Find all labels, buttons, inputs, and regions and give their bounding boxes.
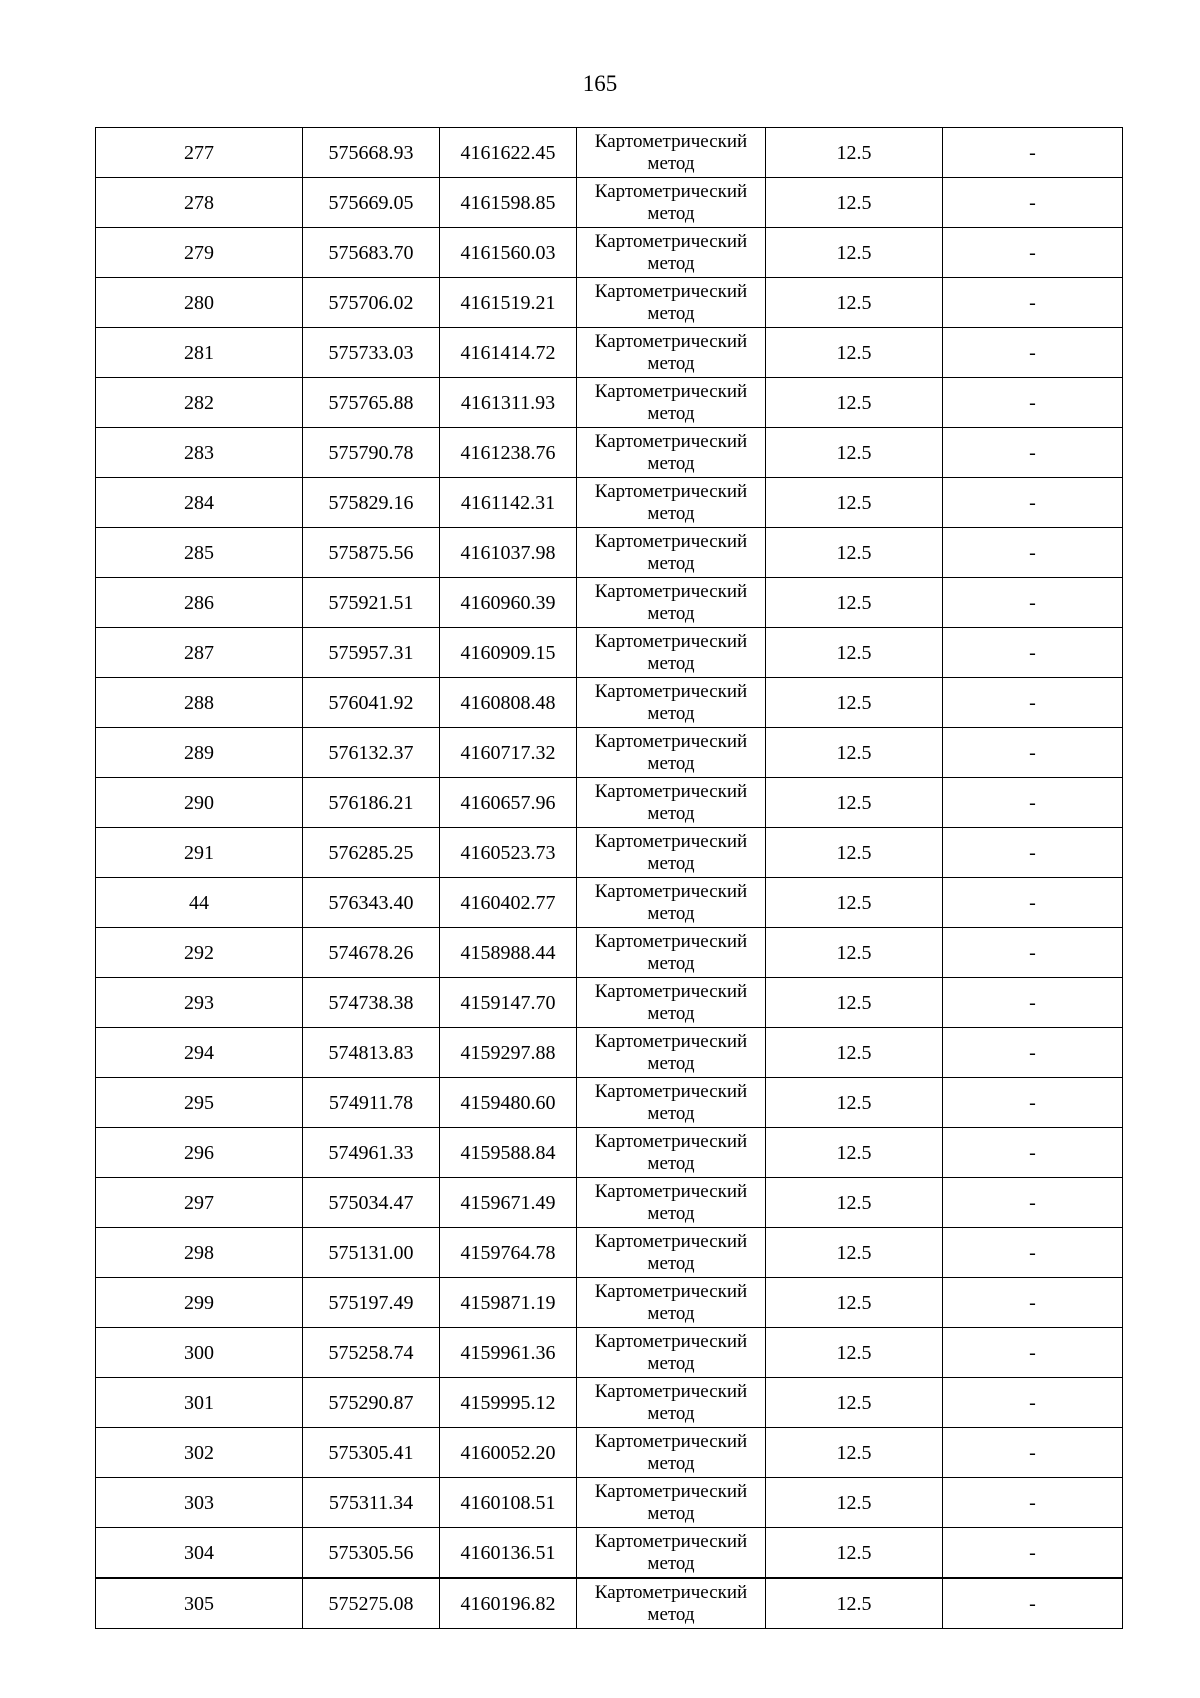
y-coordinate-cell: 4160402.77 [440, 878, 577, 928]
method-label-line1: Картометрический [594, 1130, 748, 1152]
x-coordinate-cell: 575706.02 [303, 278, 440, 328]
accuracy-cell: 12.5 [766, 478, 943, 528]
accuracy-cell: 12.5 [766, 178, 943, 228]
method-cell [577, 528, 766, 578]
y-coordinate-cell: 4161311.93 [440, 378, 577, 428]
accuracy-cell: 12.5 [766, 428, 943, 478]
method-cell [577, 1078, 766, 1128]
table-row [96, 1178, 1123, 1228]
x-coordinate-cell: 575258.74 [303, 1328, 440, 1378]
y-coordinate-cell: 4161414.72 [440, 328, 577, 378]
y-coordinate-cell: 4161142.31 [440, 478, 577, 528]
point-number-cell: 300 [96, 1328, 303, 1378]
x-coordinate-cell: 576343.40 [303, 878, 440, 928]
accuracy-cell: 12.5 [766, 728, 943, 778]
x-coordinate-cell: 576285.25 [303, 828, 440, 878]
method-label-line1: Картометрический [594, 680, 748, 702]
method-label-line2: метод [647, 352, 695, 374]
y-coordinate-cell: 4160523.73 [440, 828, 577, 878]
method-label-line1: Картометрический [594, 980, 748, 1002]
x-coordinate-cell: 575733.03 [303, 328, 440, 378]
method-label-line1: Картометрический [594, 1430, 748, 1452]
accuracy-cell: 12.5 [766, 378, 943, 428]
table-row [96, 1578, 1123, 1629]
method-label-line1: Картометрический [594, 630, 748, 652]
table-row [96, 978, 1123, 1028]
note-cell: - [943, 1178, 1123, 1228]
point-number-cell: 304 [96, 1528, 303, 1579]
y-coordinate-cell: 4160960.39 [440, 578, 577, 628]
accuracy-cell: 12.5 [766, 628, 943, 678]
point-number-cell: 283 [96, 428, 303, 478]
x-coordinate-cell: 575290.87 [303, 1378, 440, 1428]
accuracy-cell: 12.5 [766, 1278, 943, 1328]
method-cell [577, 1378, 766, 1428]
note-cell: - [943, 378, 1123, 428]
method-label-line1: Картометрический [594, 1180, 748, 1202]
table-row [96, 928, 1123, 978]
method-cell [577, 728, 766, 778]
method-label-line2: метод [647, 752, 695, 774]
method-label-line1: Картометрический [594, 1230, 748, 1252]
accuracy-cell: 12.5 [766, 1028, 943, 1078]
point-number-cell: 293 [96, 978, 303, 1028]
y-coordinate-cell: 4159297.88 [440, 1028, 577, 1078]
table-row [96, 828, 1123, 878]
table-row [96, 1428, 1123, 1478]
accuracy-cell: 12.5 [766, 328, 943, 378]
accuracy-cell: 12.5 [766, 1578, 943, 1629]
point-number-cell: 288 [96, 678, 303, 728]
x-coordinate-cell: 574678.26 [303, 928, 440, 978]
method-cell [577, 928, 766, 978]
method-label-line1: Картометрический [594, 130, 748, 152]
note-cell: - [943, 928, 1123, 978]
x-coordinate-cell: 575790.78 [303, 428, 440, 478]
accuracy-cell: 12.5 [766, 528, 943, 578]
method-label-line1: Картометрический [594, 880, 748, 902]
accuracy-cell: 12.5 [766, 1478, 943, 1528]
y-coordinate-cell: 4160108.51 [440, 1478, 577, 1528]
method-label-line2: метод [647, 1402, 695, 1424]
coordinates-table [95, 127, 1123, 1629]
accuracy-cell: 12.5 [766, 1328, 943, 1378]
method-cell [577, 1428, 766, 1478]
point-number-cell: 281 [96, 328, 303, 378]
note-cell: - [943, 1228, 1123, 1278]
x-coordinate-cell: 574813.83 [303, 1028, 440, 1078]
method-label-line2: метод [647, 202, 695, 224]
note-cell: - [943, 1478, 1123, 1528]
page-number: 165 [582, 71, 618, 96]
table-row [96, 428, 1123, 478]
method-label-line2: метод [647, 1152, 695, 1174]
note-cell: - [943, 278, 1123, 328]
accuracy-cell: 12.5 [766, 978, 943, 1028]
method-label-line1: Картометрический [594, 430, 748, 452]
y-coordinate-cell: 4160196.82 [440, 1578, 577, 1629]
method-label-line1: Картометрический [594, 1530, 748, 1552]
method-cell [577, 1178, 766, 1228]
table-row [96, 778, 1123, 828]
note-cell: - [943, 1028, 1123, 1078]
method-cell [577, 128, 766, 178]
method-label-line1: Картометрический [594, 1030, 748, 1052]
method-label-line1: Картометрический [594, 230, 748, 252]
point-number-cell: 284 [96, 478, 303, 528]
y-coordinate-cell: 4161622.45 [440, 128, 577, 178]
method-label-line1: Картометрический [594, 1080, 748, 1102]
point-number-cell: 303 [96, 1478, 303, 1528]
y-coordinate-cell: 4159871.19 [440, 1278, 577, 1328]
table-row [96, 1478, 1123, 1528]
note-cell: - [943, 778, 1123, 828]
accuracy-cell: 12.5 [766, 1528, 943, 1579]
method-cell [577, 478, 766, 528]
method-label-line1: Картометрический [594, 1330, 748, 1352]
method-label-line2: метод [647, 402, 695, 424]
accuracy-cell: 12.5 [766, 1428, 943, 1478]
x-coordinate-cell: 574911.78 [303, 1078, 440, 1128]
accuracy-cell: 12.5 [766, 678, 943, 728]
accuracy-cell: 12.5 [766, 828, 943, 878]
x-coordinate-cell: 574961.33 [303, 1128, 440, 1178]
method-cell [577, 1278, 766, 1328]
method-label-line2: метод [647, 452, 695, 474]
point-number-cell: 302 [96, 1428, 303, 1478]
table-row [96, 728, 1123, 778]
method-cell [577, 678, 766, 728]
point-number-cell: 301 [96, 1378, 303, 1428]
note-cell: - [943, 978, 1123, 1028]
table-row [96, 228, 1123, 278]
note-cell: - [943, 128, 1123, 178]
method-label-line2: метод [647, 502, 695, 524]
table-row [96, 1028, 1123, 1078]
point-number-cell: 44 [96, 878, 303, 928]
method-cell [577, 1478, 766, 1528]
point-number-cell: 289 [96, 728, 303, 778]
y-coordinate-cell: 4161238.76 [440, 428, 577, 478]
method-label-line1: Картометрический [594, 1581, 748, 1603]
method-label-line2: метод [647, 702, 695, 724]
table-row [96, 1228, 1123, 1278]
method-label-line1: Картометрический [594, 930, 748, 952]
point-number-cell: 295 [96, 1078, 303, 1128]
y-coordinate-cell: 4159764.78 [440, 1228, 577, 1278]
note-cell: - [943, 1428, 1123, 1478]
y-coordinate-cell: 4161519.21 [440, 278, 577, 328]
method-cell [577, 978, 766, 1028]
x-coordinate-cell: 575305.41 [303, 1428, 440, 1478]
note-cell: - [943, 1328, 1123, 1378]
table-row [96, 178, 1123, 228]
y-coordinate-cell: 4160136.51 [440, 1528, 577, 1579]
method-label-line1: Картометрический [594, 1380, 748, 1402]
note-cell: - [943, 828, 1123, 878]
method-cell [577, 628, 766, 678]
point-number-cell: 296 [96, 1128, 303, 1178]
point-number-cell: 277 [96, 128, 303, 178]
method-cell [577, 878, 766, 928]
note-cell: - [943, 328, 1123, 378]
y-coordinate-cell: 4159588.84 [440, 1128, 577, 1178]
note-cell: - [943, 478, 1123, 528]
accuracy-cell: 12.5 [766, 878, 943, 928]
method-cell [577, 1128, 766, 1178]
point-number-cell: 290 [96, 778, 303, 828]
method-cell [577, 778, 766, 828]
method-label-line2: метод [647, 852, 695, 874]
accuracy-cell: 12.5 [766, 228, 943, 278]
method-cell [577, 328, 766, 378]
accuracy-cell: 12.5 [766, 778, 943, 828]
table-row [96, 628, 1123, 678]
method-cell [577, 178, 766, 228]
method-label-line1: Картометрический [594, 1480, 748, 1502]
note-cell: - [943, 428, 1123, 478]
point-number-cell: 298 [96, 1228, 303, 1278]
x-coordinate-cell: 575668.93 [303, 128, 440, 178]
method-label-line2: метод [647, 1102, 695, 1124]
x-coordinate-cell: 575683.70 [303, 228, 440, 278]
note-cell: - [943, 1278, 1123, 1328]
method-label-line2: метод [647, 952, 695, 974]
y-coordinate-cell: 4158988.44 [440, 928, 577, 978]
method-label-line1: Картометрический [594, 830, 748, 852]
table-row [96, 278, 1123, 328]
method-label-line1: Картометрический [594, 280, 748, 302]
x-coordinate-cell: 575765.88 [303, 378, 440, 428]
method-label-line1: Картометрический [594, 1280, 748, 1302]
method-cell [577, 1028, 766, 1078]
method-cell [577, 578, 766, 628]
table-row [96, 1128, 1123, 1178]
x-coordinate-cell: 575275.08 [303, 1578, 440, 1629]
point-number-cell: 299 [96, 1278, 303, 1328]
note-cell: - [943, 578, 1123, 628]
x-coordinate-cell: 575829.16 [303, 478, 440, 528]
point-number-cell: 282 [96, 378, 303, 428]
note-cell: - [943, 1078, 1123, 1128]
note-cell: - [943, 178, 1123, 228]
y-coordinate-cell: 4159995.12 [440, 1378, 577, 1428]
note-cell: - [943, 1578, 1123, 1629]
accuracy-cell: 12.5 [766, 278, 943, 328]
method-label-line2: метод [647, 1252, 695, 1274]
x-coordinate-cell: 575311.34 [303, 1478, 440, 1528]
method-label-line2: метод [647, 302, 695, 324]
table-row [96, 1078, 1123, 1128]
y-coordinate-cell: 4160909.15 [440, 628, 577, 678]
y-coordinate-cell: 4159671.49 [440, 1178, 577, 1228]
y-coordinate-cell: 4161037.98 [440, 528, 577, 578]
accuracy-cell: 12.5 [766, 1128, 943, 1178]
method-cell [577, 1228, 766, 1278]
table-row [96, 1378, 1123, 1428]
y-coordinate-cell: 4159147.70 [440, 978, 577, 1028]
x-coordinate-cell: 575957.31 [303, 628, 440, 678]
method-cell [577, 1528, 766, 1579]
point-number-cell: 285 [96, 528, 303, 578]
x-coordinate-cell: 576041.92 [303, 678, 440, 728]
x-coordinate-cell: 576186.21 [303, 778, 440, 828]
table-row [96, 528, 1123, 578]
table-row [96, 1528, 1123, 1579]
method-cell [577, 1328, 766, 1378]
method-label-line2: метод [647, 152, 695, 174]
table-row [96, 578, 1123, 628]
y-coordinate-cell: 4160052.20 [440, 1428, 577, 1478]
note-cell: - [943, 878, 1123, 928]
point-number-cell: 279 [96, 228, 303, 278]
note-cell: - [943, 1128, 1123, 1178]
method-cell [577, 278, 766, 328]
note-cell: - [943, 728, 1123, 778]
method-cell [577, 228, 766, 278]
note-cell: - [943, 1378, 1123, 1428]
method-cell [577, 428, 766, 478]
table-row [96, 1278, 1123, 1328]
accuracy-cell: 12.5 [766, 128, 943, 178]
method-label-line2: метод [647, 1603, 695, 1625]
method-label-line1: Картометрический [594, 780, 748, 802]
x-coordinate-cell: 575669.05 [303, 178, 440, 228]
method-label-line2: метод [647, 1552, 695, 1574]
table-row [96, 678, 1123, 728]
table-row [96, 128, 1123, 178]
point-number-cell: 278 [96, 178, 303, 228]
point-number-cell: 294 [96, 1028, 303, 1078]
x-coordinate-cell: 575875.56 [303, 528, 440, 578]
method-label-line2: метод [647, 1202, 695, 1224]
x-coordinate-cell: 575305.56 [303, 1528, 440, 1579]
x-coordinate-cell: 576132.37 [303, 728, 440, 778]
point-number-cell: 286 [96, 578, 303, 628]
method-label-line2: метод [647, 1052, 695, 1074]
method-label-line2: метод [647, 1452, 695, 1474]
accuracy-cell: 12.5 [766, 1078, 943, 1128]
method-cell [577, 1578, 766, 1629]
method-label-line2: метод [647, 1002, 695, 1024]
method-label-line2: метод [647, 1302, 695, 1324]
x-coordinate-cell: 574738.38 [303, 978, 440, 1028]
method-label-line1: Картометрический [594, 380, 748, 402]
x-coordinate-cell: 575034.47 [303, 1178, 440, 1228]
method-label-line2: метод [647, 552, 695, 574]
point-number-cell: 297 [96, 1178, 303, 1228]
point-number-cell: 287 [96, 628, 303, 678]
method-label-line2: метод [647, 602, 695, 624]
note-cell: - [943, 528, 1123, 578]
table-row [96, 328, 1123, 378]
method-label-line1: Картометрический [594, 530, 748, 552]
x-coordinate-cell: 575921.51 [303, 578, 440, 628]
method-label-line2: метод [647, 1502, 695, 1524]
point-number-cell: 280 [96, 278, 303, 328]
method-label-line2: метод [647, 902, 695, 924]
y-coordinate-cell: 4160657.96 [440, 778, 577, 828]
coordinates-table-body [96, 128, 1123, 1629]
method-label-line2: метод [647, 802, 695, 824]
accuracy-cell: 12.5 [766, 578, 943, 628]
accuracy-cell: 12.5 [766, 1178, 943, 1228]
method-label-line1: Картометрический [594, 580, 748, 602]
accuracy-cell: 12.5 [766, 1228, 943, 1278]
y-coordinate-cell: 4160717.32 [440, 728, 577, 778]
note-cell: - [943, 228, 1123, 278]
x-coordinate-cell: 575197.49 [303, 1278, 440, 1328]
table-row [96, 1328, 1123, 1378]
note-cell: - [943, 1528, 1123, 1579]
method-label-line2: метод [647, 1352, 695, 1374]
y-coordinate-cell: 4161560.03 [440, 228, 577, 278]
y-coordinate-cell: 4160808.48 [440, 678, 577, 728]
y-coordinate-cell: 4161598.85 [440, 178, 577, 228]
method-label-line2: метод [647, 252, 695, 274]
method-label-line1: Картометрический [594, 180, 748, 202]
method-label-line1: Картометрический [594, 730, 748, 752]
point-number-cell: 305 [96, 1578, 303, 1629]
method-label-line1: Картометрический [594, 330, 748, 352]
table-row [96, 878, 1123, 928]
method-label-line1: Картометрический [594, 480, 748, 502]
note-cell: - [943, 628, 1123, 678]
method-label-line2: метод [647, 652, 695, 674]
x-coordinate-cell: 575131.00 [303, 1228, 440, 1278]
accuracy-cell: 12.5 [766, 928, 943, 978]
y-coordinate-cell: 4159961.36 [440, 1328, 577, 1378]
table-row [96, 478, 1123, 528]
note-cell: - [943, 678, 1123, 728]
method-cell [577, 828, 766, 878]
method-cell [577, 378, 766, 428]
table-row [96, 378, 1123, 428]
point-number-cell: 292 [96, 928, 303, 978]
point-number-cell: 291 [96, 828, 303, 878]
accuracy-cell: 12.5 [766, 1378, 943, 1428]
y-coordinate-cell: 4159480.60 [440, 1078, 577, 1128]
